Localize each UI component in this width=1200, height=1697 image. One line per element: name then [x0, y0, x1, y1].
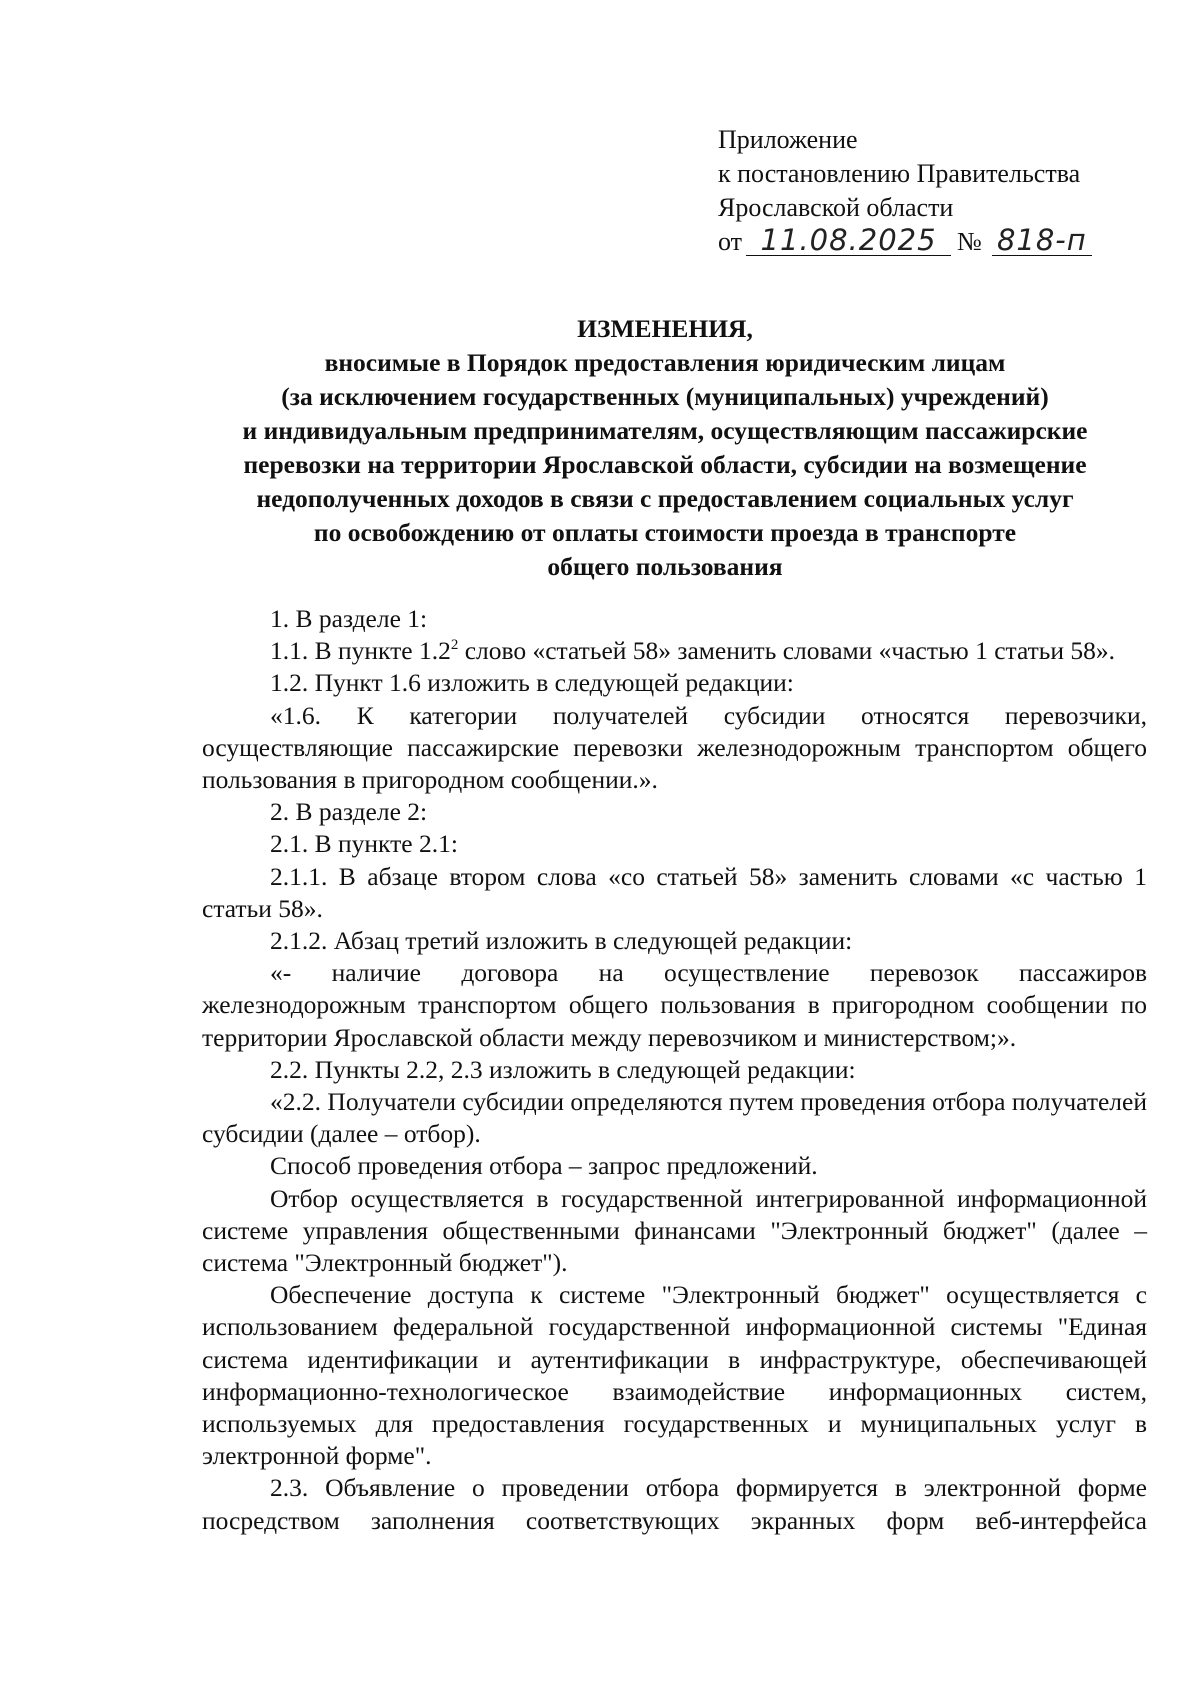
paragraph: 2. В разделе 2: — [270, 797, 428, 827]
paragraph-text: слово «статьей 58» заменить словами «частью 1 статьи 58». — [458, 636, 1116, 666]
date-prefix: от — [718, 227, 743, 256]
handwritten-date: 11.08.2025 — [746, 225, 951, 256]
title-line: вносимые в Порядок предоставления юридическим лицам — [324, 348, 1006, 377]
number-prefix: № — [957, 227, 982, 256]
paragraph: «1.6. К категории получателей субсидии относятся перевозчики, осуществляющие пассажирские перевозки железнодорожным транспортом общего пользования в пригородном сообщении.». — [202, 700, 1147, 795]
paragraph: «- наличие договора на осуществление перевозок пассажиров железнодорожным транспортом общего пользования в пригородном сообщении по территории Ярославской области между перевозчиком и министерством;». — [202, 958, 1147, 1052]
document-body — [202, 603, 1147, 1537]
title-line: (за исключением государственных (муниципальных) учреждений) — [281, 382, 1049, 411]
paragraph-text: 1.1. В пункте 1.2 — [270, 636, 451, 666]
appendix-region-line: Ярославской области — [718, 193, 954, 222]
paragraph: «2.2. Получатели субсидии определяются путем проведения отбора получателей субсидии (далее – отбор). — [202, 1087, 1147, 1149]
paragraph: Отбор осуществляется в государственной интегрированной информационной системе управления общественными финансами "Электронный бюджет" (далее – система "Электронный бюджет"). — [202, 1183, 1147, 1278]
title-line: перевозки на территории Ярославской области, субсидии на возмещение — [243, 450, 1087, 479]
paragraph: 2.1.1. В абзаце втором слова «со статьей 58» заменить словами «с частью 1 статьи 58». — [202, 861, 1147, 923]
paragraph: 2.1.2. Абзац третий изложить в следующей редакции: — [270, 926, 853, 956]
superscript: 2 — [450, 637, 459, 654]
paragraph: 1. В разделе 1: — [270, 604, 428, 633]
paragraph: Способ проведения отбора – запрос предложений. — [270, 1151, 818, 1181]
appendix-label: Приложение — [718, 125, 858, 154]
paragraph: 2.3. Объявление о проведении отбора формируется в электронной форме посредством заполнения соответствующих экранных форм веб-интерфейса — [202, 1473, 1147, 1535]
title-line: и индивидуальным предпринимателям, осуществляющим пассажирские — [242, 416, 1088, 445]
title-line: по освобождению от оплаты стоимости проезда в транспорте — [313, 518, 1017, 547]
paragraph — [202, 635, 1147, 667]
appendix-resolution-line: к постановлению Правительства — [718, 159, 1081, 188]
document-title — [170, 312, 1160, 584]
paragraph: Обеспечение доступа к системе "Электронный бюджет" осуществляется с использованием федеральной государственной информационной системы "Единая система идентификации и аутентификации в инфраструктуре, обеспечивающей информационно-технологическое взаимодействие информационных систем, используемых для предоставления государственных и муниципальных услуг в электронной форме". — [202, 1280, 1147, 1471]
paragraph: 1.2. Пункт 1.6 изложить в следующей редакции: — [270, 668, 794, 698]
title-line: недополученных доходов в связи с предоставлением социальных услуг — [256, 484, 1074, 513]
appendix-date-number-line — [718, 225, 1092, 259]
handwritten-number: 818-п — [992, 225, 1092, 256]
paragraph: 2.1. В пункте 2.1: — [270, 829, 458, 859]
title-main: ИЗМЕНЕНИЯ, — [577, 314, 753, 343]
appendix-header — [718, 123, 1092, 259]
title-line: общего пользования — [547, 552, 783, 581]
paragraph: 2.2. Пункты 2.2, 2.3 изложить в следующей редакции: — [270, 1054, 856, 1084]
